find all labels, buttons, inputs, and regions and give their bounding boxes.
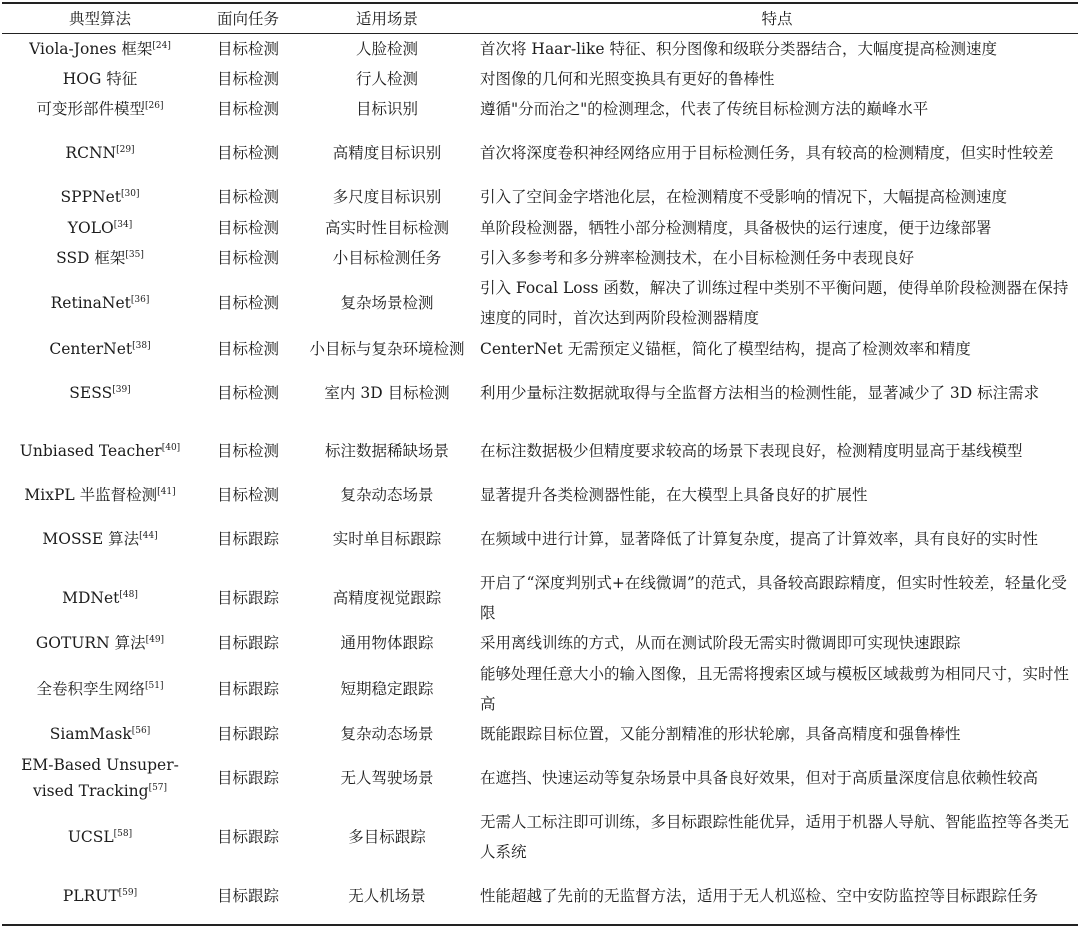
- reference-number: [57]: [148, 783, 168, 794]
- scene-cell: 多目标跟踪: [348, 828, 426, 847]
- algorithm-cell: [2, 33, 198, 64]
- algorithm-name: 全卷积孪生网络: [36, 679, 146, 698]
- scene-cell: 通用物体跟踪: [340, 634, 434, 653]
- feature-cell: 性能超越了先前的无监督方法，适用于无人机巡检、空中安防监控等目标跟踪任务: [476, 867, 1078, 925]
- algorithm-cell: [2, 213, 198, 243]
- table-row: [2, 510, 1078, 568]
- scene-cell: 行人检测: [355, 69, 418, 88]
- task-cell: 目标检测: [216, 39, 279, 58]
- reference-number: [35]: [125, 250, 144, 261]
- algorithm-cell: [2, 568, 198, 628]
- algorithm-cell: [2, 273, 198, 333]
- feature-cell: 引入了空间金字塔池化层，在检测精度不受影响的情况下，大幅提高检测速度: [480, 188, 1008, 207]
- algorithm-name: SSD 框架: [56, 249, 126, 268]
- reference-number: [39]: [112, 384, 131, 395]
- task-cell: 目标跟踪: [198, 867, 298, 925]
- feature-cell: 首次将 Haar-like 特征、积分图像和级联分类器结合，大幅度提高检测速度: [480, 39, 997, 58]
- task-cell: 目标检测: [216, 383, 279, 402]
- task-cell: 目标检测: [216, 188, 279, 207]
- algorithm-cell: [2, 628, 198, 658]
- feature-cell: 既能跟踪目标位置，又能分割精准的形状轮廓，具备高精度和强鲁棒性: [480, 724, 961, 743]
- algorithm-name: SESS: [69, 383, 113, 402]
- table-row: [2, 807, 1078, 867]
- feature-cell: 引入 Focal Loss 函数，解决了训练过程中类别不平衡问题，使得单阶段检测器在保持速度的同时，首次达到两阶段检测器精度: [480, 279, 1069, 328]
- algorithm-name: UCSL: [67, 828, 114, 847]
- scene-cell: 复杂场景检测: [340, 294, 434, 313]
- scene-cell: 实时单目标跟踪: [332, 530, 442, 549]
- reference-number: [29]: [116, 145, 135, 156]
- table-row: [2, 480, 1078, 510]
- task-cell: 目标检测: [216, 218, 279, 237]
- task-cell: 目标跟踪: [216, 530, 279, 549]
- header-task: 面向任务: [198, 3, 298, 33]
- table-row: [2, 659, 1078, 719]
- algorithm-name: Unbiased Teacher: [19, 441, 162, 460]
- reference-number: [30]: [120, 189, 140, 200]
- task-cell: 目标跟踪: [216, 589, 279, 608]
- table-row: [2, 364, 1078, 422]
- table-row: [2, 333, 1078, 363]
- table-row: [2, 33, 1078, 64]
- algorithm-name: RCNN: [65, 144, 117, 163]
- feature-cell: 开启了“深度判别式+在线微调”的范式，具备较高跟踪精度，但实时性较差，轻量化受限: [480, 574, 1067, 623]
- scene-cell: 高精度视觉跟踪: [332, 589, 442, 608]
- table-row: [2, 422, 1078, 480]
- table-row: [2, 273, 1078, 333]
- scene-cell: 复杂动态场景: [340, 486, 434, 505]
- scene-cell: 高实时性目标检测: [324, 218, 449, 237]
- feature-cell: 单阶段检测器，牺牲小部分检测精度，具备极快的运行速度，便于边缘部署: [480, 218, 992, 237]
- table-row: [2, 719, 1078, 749]
- feature-cell: 利用少量标注数据就取得与全监督方法相当的检测性能，显著减少了 3D 标注需求: [480, 383, 1040, 402]
- task-cell: 目标检测: [216, 294, 279, 313]
- table-body: [2, 33, 1078, 925]
- reference-number: [40]: [161, 442, 181, 453]
- reference-number: [51]: [145, 680, 164, 691]
- task-cell: 目标检测: [216, 144, 279, 163]
- header-row: [2, 3, 1078, 33]
- scene-cell: 多尺度目标识别: [332, 188, 442, 207]
- task-cell: 目标跟踪: [216, 828, 279, 847]
- algorithm-name: MixPL 半监督检测: [24, 486, 158, 505]
- scene-cell: 短期稳定跟踪: [340, 679, 434, 698]
- task-cell: 目标跟踪: [216, 634, 279, 653]
- feature-cell: 首次将深度卷积神经网络应用于目标检测任务，具有较高的检测精度，但实时性较差: [480, 144, 1054, 163]
- reference-number: [34]: [113, 219, 133, 230]
- algorithm-cell: [2, 659, 198, 719]
- algorithm-comparison-table: [2, 2, 1078, 926]
- feature-cell: CenterNet 无需预定义锚框，简化了模型结构，提高了检测效率和精度: [480, 339, 971, 358]
- algorithm-name: MOSSE 算法: [42, 530, 140, 549]
- reference-number: [48]: [119, 590, 138, 601]
- algorithm-cell: [2, 867, 198, 925]
- algorithm-cell: [2, 749, 198, 807]
- algorithm-cell: [2, 243, 198, 273]
- table-row: [2, 749, 1078, 807]
- algorithm-name: MDNet: [62, 589, 120, 608]
- task-cell: 目标检测: [216, 441, 279, 460]
- algorithm-name: 可变形部件模型: [36, 100, 146, 119]
- algorithm-cell: [2, 480, 198, 510]
- table-row: [2, 94, 1078, 124]
- table-row: [2, 243, 1078, 273]
- reference-number: [26]: [145, 101, 164, 112]
- reference-number: [44]: [139, 531, 158, 542]
- task-cell: 目标检测: [216, 249, 279, 268]
- algorithm-cell: [2, 124, 198, 182]
- reference-number: [59]: [118, 887, 138, 898]
- table-row: [2, 628, 1078, 658]
- feature-cell: 能够处理任意大小的输入图像，且无需将搜索区域与模板区域裁剪为相同尺寸，实时性高: [480, 664, 1070, 713]
- scene-cell: 人脸检测: [355, 39, 418, 58]
- scene-cell: 小目标与复杂环境检测: [309, 339, 465, 358]
- reference-number: [24]: [152, 40, 171, 51]
- scene-cell: 高精度目标识别: [332, 144, 442, 163]
- feature-cell: 无需人工标注即可训练，多目标跟踪性能优异，适用于机器人导航、智能监控等各类无人系统: [480, 813, 1070, 862]
- scene-cell: 小目标检测任务: [332, 249, 442, 268]
- algorithm-cell: [2, 333, 198, 363]
- task-cell: 目标跟踪: [216, 679, 279, 698]
- task-cell: 目标检测: [216, 69, 279, 88]
- scene-cell: 目标识别: [355, 100, 418, 119]
- feature-cell: 引入多参考和多分辨率检测技术，在小目标检测任务中表现良好: [480, 249, 915, 268]
- task-cell: 目标检测: [216, 100, 279, 119]
- scene-cell: 室内 3D 目标检测: [324, 383, 450, 402]
- task-cell: 目标跟踪: [216, 724, 279, 743]
- algorithm-name: GOTURN 算法: [35, 634, 146, 653]
- algorithm-cell: [2, 807, 198, 867]
- algorithm-name: PLRUT: [62, 886, 119, 905]
- feature-cell: 在频域中进行计算，显著降低了计算复杂度，提高了计算效率，具有良好的实时性: [480, 530, 1039, 549]
- algorithm-cell: [2, 510, 198, 568]
- reference-number: [58]: [113, 829, 133, 840]
- feature-cell: 在遮挡、快速运动等复杂场景中具备良好效果，但对于高质量深度信息依赖性较高: [480, 769, 1039, 788]
- table-row: [2, 867, 1078, 925]
- algorithm-cell: [2, 719, 198, 749]
- algorithm-name: CenterNet: [49, 339, 133, 358]
- algorithm-name: EM-Based Unsuper-vised Tracking: [21, 756, 179, 801]
- algorithm-cell: [2, 422, 198, 480]
- scene-cell: 复杂动态场景: [340, 724, 434, 743]
- feature-cell: 对图像的几何和光照变换具有更好的鲁棒性: [480, 69, 775, 88]
- algorithm-cell: [2, 182, 198, 212]
- task-cell: 目标跟踪: [216, 769, 279, 788]
- algorithm-name: YOLO: [67, 218, 114, 237]
- header-scene: 适用场景: [298, 3, 476, 33]
- algorithm-name: HOG 特征: [62, 69, 138, 88]
- table-row: [2, 213, 1078, 243]
- reference-number: [56]: [131, 725, 151, 736]
- feature-cell: 在标注数据极少但精度要求较高的场景下表现良好，检测精度明显高于基线模型: [480, 441, 1023, 460]
- table-row: [2, 124, 1078, 182]
- reference-number: [38]: [132, 340, 151, 351]
- algorithm-name: SPPNet: [60, 188, 121, 207]
- algorithm-cell: [2, 94, 198, 124]
- feature-cell: 显著提升各类检测器性能，在大模型上具备良好的扩展性: [480, 486, 868, 505]
- algorithm-name: Viola-Jones 框架: [29, 39, 153, 58]
- table-row: [2, 568, 1078, 628]
- task-cell: 目标检测: [216, 339, 279, 358]
- algorithm-cell: [2, 64, 198, 94]
- table-row: [2, 64, 1078, 94]
- reference-number: [49]: [145, 635, 165, 646]
- task-cell: 目标检测: [216, 486, 279, 505]
- scene-cell: 无人机场景: [298, 867, 476, 925]
- feature-cell: 采用离线训练的方式，从而在测试阶段无需实时微调即可实现快速跟踪: [480, 634, 961, 653]
- header-feature: 特点: [476, 3, 1078, 33]
- reference-number: [41]: [157, 487, 176, 498]
- reference-number: [36]: [130, 295, 150, 306]
- scene-cell: 无人驾驶场景: [340, 769, 434, 788]
- algorithm-name: RetinaNet: [50, 294, 131, 313]
- table-row: [2, 182, 1078, 212]
- algorithm-cell: [2, 364, 198, 422]
- header-algorithm: 典型算法: [2, 3, 198, 33]
- feature-cell: 遵循"分而治之"的检测理念，代表了传统目标检测方法的巅峰水平: [480, 100, 929, 119]
- table-header: [2, 3, 1078, 33]
- scene-cell: 标注数据稀缺场景: [324, 441, 449, 460]
- algorithm-name: SiamMask: [49, 724, 132, 743]
